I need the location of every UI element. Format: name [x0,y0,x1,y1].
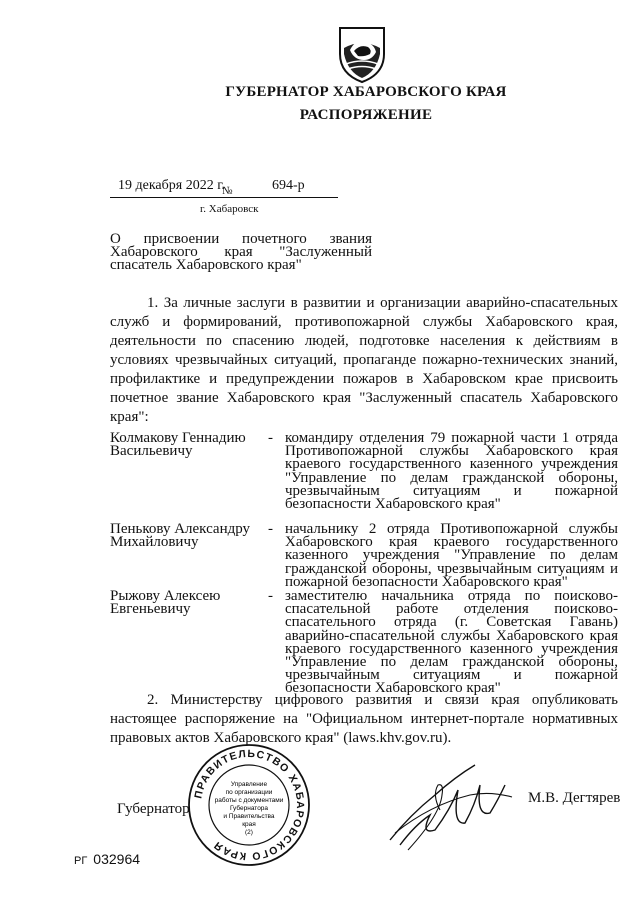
seal-center-line: (2) [245,829,253,836]
seal-center-line: Управление [230,781,268,788]
seal-center-line: и Правительства [223,813,275,820]
handwritten-signature [380,755,520,865]
awardee-name: Пенькову Александру Михайловичу [110,521,251,550]
paragraph-1-text: 1. За личные заслуги в развитии и организации аварийно-спасательных служб и формирований, противопожарной службы Хабаровского края, деятельности по спасению людей, подготовке населения к действиям в условиях чрезвычайных ситуаций, пропаганде пожарно-технических знаний, профилактике и предупреждении пожаров в Хабаровском крае присвоить почетное звание Хабаровского края "Заслуженный спасатель Хабаровского края": [110,295,618,425]
seal-center-line: по организации [225,789,273,796]
document-city: г. Хабаровск [200,203,259,215]
form-series: РГ [74,855,88,867]
document-type: РАСПОРЯЖЕНИЕ [299,107,433,123]
form-serial [74,851,140,867]
coat-of-arms-emblem [336,24,388,84]
seal-center-line: работы с документами [214,797,284,804]
document-number: 694-р [272,178,305,193]
awardee-position: заместителю начальника отряда по поисково-спасательной работе отделения поисково-спасательного отряда (г. Советская Гавань) аварийно-спасательной службы Хабаровского края краевого государственного казенного учреждения "Управление по делам гражданской обороны, чрезвычайным ситуациям и пожарной безопасности Хабаровского края" [285,588,618,697]
seal-center-line: края [242,821,256,828]
date-number-underline [110,197,338,198]
form-number: 032964 [93,851,141,867]
document-date: 19 декабря 2022 г. [118,178,225,193]
number-label: № [222,185,233,197]
document-authority: ГУБЕРНАТОР ХАБАРОВСКОГО КРАЯ [225,84,507,100]
seal-center-line: Губернатора [229,805,269,812]
awardee-position: начальнику 2 отряда Противопожарной службы Хабаровского края краевого государственного казенного учреждения "Управление по делам гражданской обороны, чрезвычайным ситуациям и пожарной безопасности Хабаровского края" [285,521,618,590]
paragraph-1 [110,294,618,427]
official-seal-stamp [186,742,312,868]
paragraph-2: 2. Министерству цифрового развития и связи края опубликовать настоящее распоряжение на "Официальном интернет-портале нормативных правовых актов Хабаровского края" (laws.khv.gov.ru). [110,692,618,746]
awardee-name: Колмакову Геннадию Васильевичу [110,430,246,459]
signatory-title: Губернатор [117,801,190,817]
document-subject: О присвоении почетного звания Хабаровского края "Заслуженный спасатель Хабаровского края" [110,231,372,273]
awardee-dash: - [268,521,273,537]
signatory-name: М.В. Дегтярев [528,790,621,806]
awardee-dash: - [268,430,273,446]
awardee-dash: - [268,588,273,604]
awardee-name: Рыжову Алексею Евгеньевичу [110,588,221,617]
seal-ring-text: ПРАВИТЕЛЬСТВО ХАБАРОВСКОГО КРАЯ [192,747,307,863]
awardee-position: командиру отделения 79 пожарной части 1 отряда Противопожарной службы Хабаровского края краевого государственного казенного учреждения "Управление по делам гражданской обороны, чрезвычайным ситуациям и пожарной безопасности Хабаровского края" [285,430,618,513]
